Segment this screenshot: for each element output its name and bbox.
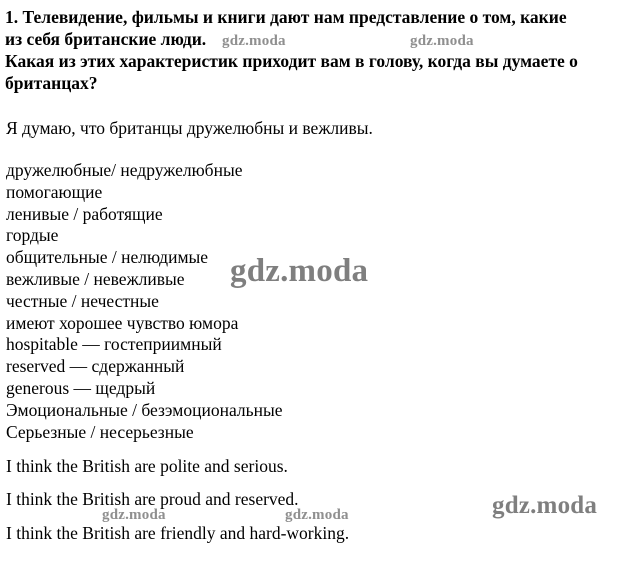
watermark: gdz.moda [230, 253, 369, 289]
trait-item: помогающие [6, 181, 103, 202]
watermark: gdz.moda [222, 33, 286, 49]
trait-item: общительные / нелюдимые [6, 247, 209, 268]
trait-item: reserved — сдержанный [6, 356, 185, 377]
example-sentence-2: I think the British are proud and reserved. [6, 489, 299, 509]
trait-item: Эмоциональные / безэмоциональные [6, 399, 283, 420]
answer-text: Я думаю, что британцы дружелюбны и вежливы. [6, 118, 373, 138]
example-sentence-1: I think the British are polite and serious. [6, 456, 288, 476]
trait-item: гордые [6, 225, 59, 246]
watermark: gdz.moda [410, 33, 474, 49]
trait-item: вежливые / невежливые [6, 268, 185, 289]
traits-list [6, 160, 282, 443]
heading-line-2: из себя британские люди. [5, 29, 207, 49]
exercise-heading [5, 6, 637, 94]
trait-item: имеют хорошее чувство юмора [6, 312, 239, 333]
trait-item: generous — щедрый [6, 377, 156, 398]
heading-line-3: Какая из этих характеристик приходит вам в голову, когда вы думаете о [5, 51, 578, 71]
trait-item: дружелюбные/ недружелюбные [6, 160, 243, 180]
watermark: gdz.moda [285, 507, 349, 523]
example-sentence-3: I think the British are friendly and hard-working. [6, 523, 350, 543]
trait-item: честные / нечестные [6, 290, 159, 311]
trait-item: ленивые / работящие [6, 203, 163, 224]
watermark: gdz.moda [102, 507, 166, 523]
watermark: gdz.moda [492, 492, 598, 519]
heading-line-4: британцах? [5, 73, 98, 93]
trait-item: hospitable — гостеприимный [6, 334, 222, 355]
heading-line-1: 1. Телевидение, фильмы и книги дают нам представление о том, какие [5, 7, 567, 27]
trait-item: Серьезные / несерьезные [6, 421, 194, 442]
